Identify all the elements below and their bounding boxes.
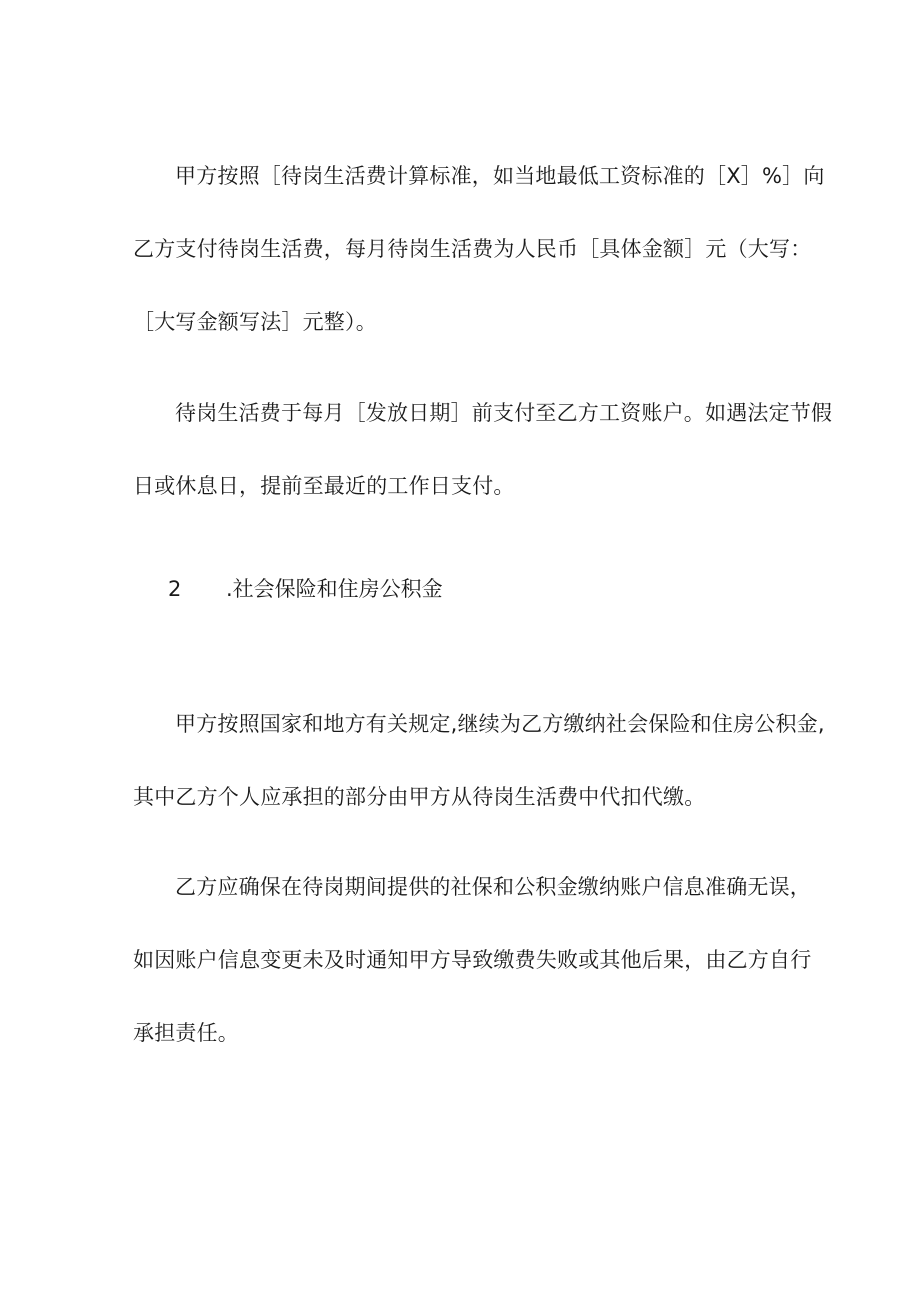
paragraph-2-line-2: 日或休息日，提前至最近的工作日支付。 <box>133 474 515 498</box>
paragraph-4-line-3: 承担责任。 <box>133 1021 239 1045</box>
paragraph-4-line-1: 乙方应确保在待岗期间提供的社保和公积金缴纳账户信息准确无误， <box>175 875 811 899</box>
section-number: 2 <box>168 577 182 601</box>
paragraph-3-line-1: 甲方按照国家和地方有关规定,继续为乙方缴纳社会保险和住房公积金, <box>175 712 825 736</box>
paragraph-1-line-2: 乙方支付待岗生活费，每月待岗生活费为人民币［具体金额］元（大写： <box>133 237 812 261</box>
paragraph-2-line-1: 待岗生活费于每月［发放日期］前支付至乙方工资账户。如遇法定节假 <box>175 401 833 425</box>
paragraph-1-line-3: ［大写金额写法］元整）。 <box>133 310 377 334</box>
paragraph-4-line-2: 如因账户信息变更未及时通知甲方导致缴费失败或其他后果，由乙方自行 <box>133 948 812 972</box>
section-title: .社会保险和住房公积金 <box>226 577 443 601</box>
paragraph-3-line-2: 其中乙方个人应承担的部分由甲方从待岗生活费中代扣代缴。 <box>133 785 706 809</box>
paragraph-1-line-1: 甲方按照［待岗生活费计算标准，如当地最低工资标准的［X］%］向 <box>175 164 825 188</box>
section-heading <box>168 574 443 604</box>
